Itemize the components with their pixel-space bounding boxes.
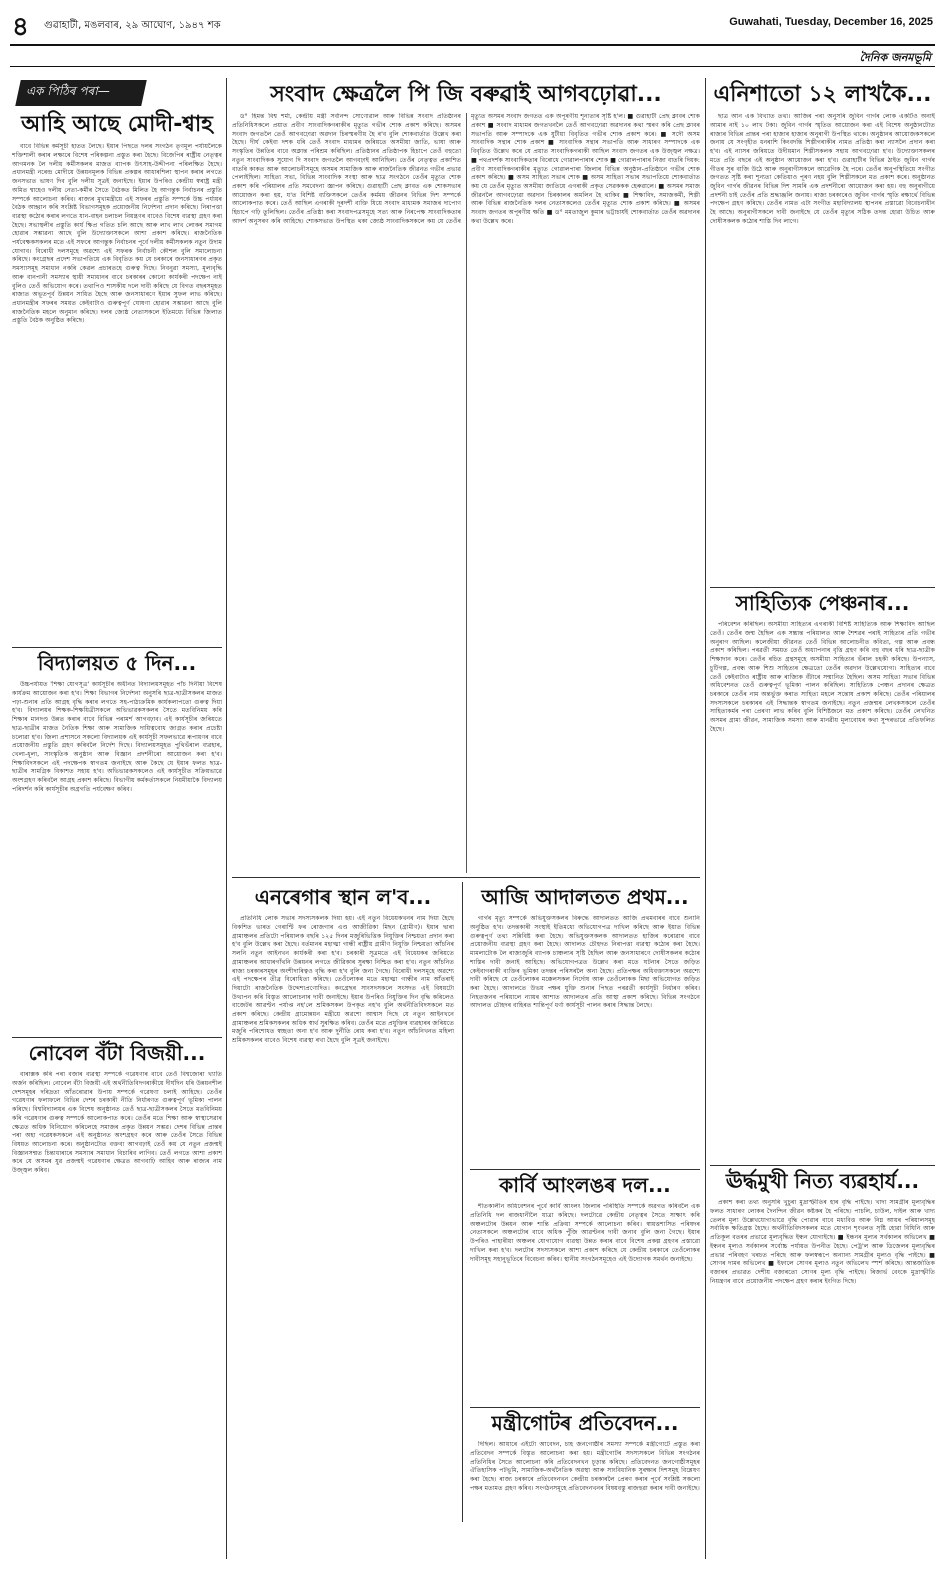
header-date-assamese: গুৱাহাটী, মঙলবাৰ, ২৯ আঘোণ, ১৯৪৭ শক [44, 20, 221, 31]
header-date-english: Guwahati, Tuesday, December 16, 2025 [729, 16, 933, 28]
story-karbi [470, 1174, 700, 1403]
story-body: পৰিবেশন কৰিছিল। অসমীয়া সাহিত্যৰ এগৰাকী বিশিষ্ট সাহিত্যিক আৰু শিক্ষাবিদ আছিল তেওঁ। তেওঁৰ জন্ম হৈছিল এক সম্ভ্ৰান্ত পৰিয়ালত আৰু শৈশৱৰ পৰাই সাহিত্যৰ প্ৰতি গভীৰ অনুৰাগ আছিল। কলেজীয়া জীৱনত তেওঁ বিভিন্ন আলোচনীত কবিতা, গল্প আৰু প্ৰবন্ধ প্ৰকাশ কৰিছিল। পৰৱৰ্তী সময়ত তেওঁ অধ্যাপনাৰ বৃত্তি গ্ৰহণ কৰি বহু বছৰ ধৰি ছাত্ৰ-ছাত্ৰীক শিক্ষাদান কৰে। তেওঁৰ ৰচিত গ্ৰন্থসমূহে অসমীয়া সাহিত্যৰ ভঁৰাল চহকী কৰিছে। উপন্যাস, চুটিগল্প, প্ৰবন্ধ আৰু শিশু সাহিত্যৰ ক্ষেত্ৰতো তেওঁৰ অৱদান উল্লেখযোগ্য। সাহিত্যৰ বাবে তেওঁ কেইবাটাও ৰাষ্ট্ৰীয় আৰু ৰাজ্যিক বঁটাৰে সন্মানিত হৈছিল। অসম সাহিত্য সভাৰ বিভিন্ন অধিবেশনত তেওঁ গুৰুত্বপূৰ্ণ ভূমিকা পালন কৰিছিল। সাহিত্যিক পেঞ্চন প্ৰদানৰ ক্ষেত্ৰত চৰকাৰে তেওঁৰ নাম অন্তৰ্ভুক্ত কৰাত সাহিত্য মহলে সন্তোষ প্ৰকাশ কৰিছে। তেওঁৰ পৰিয়ালৰ সদস্যসকলে চৰকাৰৰ এই সিদ্ধান্তক স্বাগতম জনাইছে। নতুন প্ৰজন্মৰ লেখকসকলে তেওঁৰ সাহিত্যকৰ্মৰ পৰা প্ৰেৰণা লাভ কৰিব বুলি বিশিষ্টজনে মত প্ৰকাশ কৰিছে। তেওঁৰ লেখনিত অসমৰ গ্ৰাম্য জীৱন, সামাজিক সমস্যা আৰু মানৱীয় মূল্যবোধৰ কথা সুন্দৰভাৱে প্ৰতিফলিত হৈছে। [710, 621, 935, 733]
story-body: শীতকালীন অধিবেশনৰ পূৰ্বে কাৰ্বি আংলং জিলাৰ পৰিস্থিতি সম্পৰ্কে অৱগত কৰিবলৈ এক প্ৰতিনিধি দল ৰাজধানীলৈ যাত্ৰা কৰিছে। দলটোৱে কেন্দ্ৰীয় নেতৃত্বৰ সৈতে সাক্ষাৎ কৰি অঞ্চলটোৰ উন্নয়ন আৰু শান্তি প্ৰক্ৰিয়া সম্পৰ্কে আলোচনা কৰিব। স্বায়ত্তশাসিত পৰিষদৰ নেতাসকলে অঞ্চলটোৰ বাবে অধিক পুঁজি আৱণ্টনৰ দাবী জনাব বুলি জনা গৈছে। ইয়াৰ উপৰিও পাহাৰীয়া অঞ্চলৰ যোগাযোগ ব্যৱস্থা উন্নত কৰাৰ বাবে বিশেষ প্ৰকল্প গ্ৰহণৰ প্ৰস্তাৱো দাখিল কৰা হ'ব। দলটোৰ সদস্যসকলে আশা প্ৰকাশ কৰিছে যে কেন্দ্ৰীয় চৰকাৰে তেওঁলোকৰ দাবীসমূহ সহানুভূতিৰে বিবেচনা কৰিব। স্থানীয় সংগঠনসমূহেও এই উদ্যোগক সমৰ্থন জনাইছে। [470, 1203, 700, 1263]
story-modi-shah [12, 112, 222, 643]
story-headline: ঊৰ্দ্ধমুখী নিত্য ব্যৱহাৰ্য... [725, 1169, 920, 1194]
story-body: উচ্চপৰ্যায়ত 'শিক্ষা যোগসূত্ৰ' কাৰ্যসূচীৰ অধীনত বিদ্যালয়সমূহত পাঁচ দিনীয়া বিশেষ কাৰ্যক্ৰম আয়োজন কৰা হ'ব। শিক্ষা বিভাগৰ নিৰ্দেশনা অনুসৰি ছাত্ৰ-ছাত্ৰীসকলৰ মাজত পঢ়া-শুনাৰ প্ৰতি আগ্ৰহ বৃদ্ধি কৰাৰ লগতে সহ-পাঠ্যক্ৰমিক কাৰ্যকলাপতো গুৰুত্ব দিয়া হ'ব। বিদ্যালয়ৰ শিক্ষক-শিক্ষয়িত্ৰীসকলে অভিভাৱকসকলৰ সৈতে মতবিনিময় কৰি শিক্ষাৰ মানদণ্ড উন্নত কৰাৰ বাবে বিভিন্ন পৰামৰ্শ আগবঢ়াব। এই কাৰ্যসূচীৰ জৰিয়তে ছাত্ৰ-ছাত্ৰীৰ মাজত নৈতিক শিক্ষা আৰু সামাজিক দায়িত্ববোধ জাগ্ৰত কৰাৰ প্ৰচেষ্টা চলোৱা হ'ব। জিলা প্ৰশাসনে সকলো বিদ্যালয়ক এই কাৰ্যসূচী সফলভাৱে ৰূপায়ণৰ বাবে প্ৰয়োজনীয় প্ৰস্তুতি গ্ৰহণ কৰিবলৈ নিৰ্দেশ দিছে। বিদ্যালয়সমূহত পুথিভঁৰাল ব্যৱহাৰ, খেলা-ধূলা, সাংস্কৃতিক অনুষ্ঠান আৰু বিজ্ঞান প্ৰদৰ্শনীৰো আয়োজন কৰা হ'ব। শিক্ষাবিদসকলে এই পদক্ষেপক স্বাগতম জনাইছে আৰু কৈছে যে ইয়াৰ ফলত ছাত্ৰ-ছাত্ৰীৰ সামগ্ৰিক বিকাশত সহায় হ'ব। অভিভাৱকসকলেও এই কাৰ্যসূচীত সক্ৰিয়ভাৱে অংশগ্ৰহণ কৰিবলৈ আগ্ৰহ প্ৰকাশ কৰিছে। বিভাগীয় কৰ্মকৰ্তাসকলে নিয়মীয়াকৈ বিদ্যালয় পৰিদৰ্শন কৰি কাৰ্যসূচীৰ অগ্ৰগতি পৰ্যবেক্ষণ কৰিব। [12, 681, 222, 793]
story-nrega [232, 882, 454, 1522]
story-headline: সংবাদ ক্ষেত্ৰলৈ পি জি বৰুৱাই আগবঢ়োৱা... [270, 82, 662, 107]
story-body: প্ৰকাশ কৰা তথ্য অনুসৰি খুচুৰা মুদ্ৰাস্ফীতিৰ হাৰ বৃদ্ধি পাইছে। খাদ্য সামগ্ৰীৰ মূল্যবৃদ্ধিৰ ফলত সাধাৰণ লোকৰ দৈনন্দিন জীৱন কষ্টকৰ হৈ পৰিছে। পাচলি, চাউল, দাইল আৰু খাদ্য তেলৰ মূল্য উল্লেখযোগ্যভাৱে বৃদ্ধি পোৱাৰ বাবে মধ্যবিত্ত আৰু নিম্ন আয়ৰ পৰিয়ালসমূহ সৰ্বাধিক ক্ষতিগ্ৰস্ত হৈছে। অৰ্থনীতিবিদসকলৰ মতে যোগান শৃংখলত সৃষ্টি হোৱা বিঘিনি আৰু প্ৰতিকূল বতৰৰ প্ৰভাৱে মূল্যবৃদ্ধিত ইন্ধন যোগাইছে। ■ ইন্ধনৰ মূল্যৰ সৰ্বকালৰ অভিলেখ ■ ইন্ধনৰ মূল্যও সৰ্বকালৰ সৰ্বোচ্চ পৰ্যায়ত উপনীত হৈছে। পেট্ৰ'ল আৰু ডিজেলৰ মূল্যবৃদ্ধিৰ প্ৰভাৱ পৰিবহণ খৰচত পৰিছে আৰু ফলস্বৰূপে অন্যান্য সামগ্ৰীৰ মূল্যও বৃদ্ধি পাইছে। ■ সোণৰ দামৰ অভিলেখ ■ ইফালে সোণৰ মূল্যও নতুন অভিলেখ স্পৰ্শ কৰিছে। আন্তৰ্জাতিক বজাৰৰ প্ৰভাৱত দেশীয় বজাৰতো সোণৰ মূল্য বৃদ্ধি পাইছে। ৰিজাৰ্ভ বেংকে মুদ্ৰাস্ফীতি নিয়ন্ত্ৰণৰ বাবে প্ৰয়োজনীয় পদক্ষেপ গ্ৰহণ কৰাৰ ইংগিত দিছে। [710, 1199, 935, 1285]
column-middle [232, 78, 700, 1559]
story-court [470, 886, 700, 1165]
story-body: প্ৰতিনিধি লোক সভাৰ সদস্যসকলক দিয়া হয়। এই নতুন বিধেয়কখনৰ নাম দিয়া হৈছে বিকশিত ভাৰত গেৰাণ্টি ফৰ ৰোজগাৰ এণ্ড আজীৱিকা মিছন (গ্ৰামীণ)। ইয়াৰ দ্বাৰা গ্ৰামাঞ্চলৰ প্ৰতিটো পৰিয়ালক বছৰি ১২৫ দিনৰ মজুৰিভিত্তিক নিযুক্তিৰ নিশ্চয়তা প্ৰদান কৰা হ'ব বুলি উল্লেখ কৰা হৈছে। বৰ্তমানৰ মহাত্মা গান্ধী ৰাষ্ট্ৰীয় গ্ৰামীণ নিযুক্তি নিশ্চয়তা আঁচনিৰ সলনি নতুন আইনখন কাৰ্যকৰী কৰা হ'ব। চৰকাৰী সূত্ৰমতে এই বিধেয়কৰ জৰিয়তে গ্ৰামাঞ্চলৰ আধাৰগাঁথনি উন্নয়নৰ লগতে জীৱিকাৰ সুৰক্ষা নিশ্চিত কৰা হ'ব। নতুন আঁচনিত ৰাজ্য চৰকাৰসমূহৰ অংশীদাৰিত্বও বৃদ্ধি কৰা হ'ব বুলি জনা গৈছে। বিৰোধী দলসমূহে অৱশ্যে এই পদক্ষেপৰ তীব্ৰ বিৰোধিতা কৰিছে। তেওঁলোকৰ মতে মহাত্মা গান্ধীৰ নাম আঁতৰাই দিয়াটো ৰাজনৈতিক উদ্দেশ্যপ্ৰণোদিত। কংগ্ৰেছৰ সাংসদসকলে সংসদত এই বিষয়টো উত্থাপন কৰি বিস্তৃত আলোচনাৰ দাবী জনাইছে। ইয়াৰ উপৰিও নিযুক্তিৰ দিন বৃদ্ধি কৰিলেও বাজেটৰ আৱণ্টন পৰ্যাপ্ত নহ'লে শ্ৰমিকসকল উপকৃত নহ'ব বুলি অৰ্থনীতিবিদসকলে মত প্ৰকাশ কৰিছে। কেন্দ্ৰীয় গ্ৰামোন্নয়ন মন্ত্ৰীয়ে অৱশ্যে আশ্বাস দিছে যে নতুন আইনখনে গ্ৰামাঞ্চলৰ শ্ৰমিকসকলৰ অধিক স্বাৰ্থ সুৰক্ষিত কৰিব। তেওঁৰ মতে প্ৰযুক্তিৰ ব্যৱহাৰৰ জৰিয়তে মজুৰি পৰিশোধত স্বচ্ছতা অনা হ'ব আৰু দুৰ্নীতি ৰোধ কৰা হ'ব। নতুন আঁচনিখনত মহিলা শ্ৰমিকসকলৰ বাবেও বিশেষ ব্যৱস্থা ৰখা হৈছে বুলি সূত্ৰই জনাইছে। [232, 915, 454, 1045]
story-prices [710, 1170, 935, 1559]
column-left [12, 78, 222, 1559]
story-headline: সাহিত্যিক পেঞ্চনাৰ... [735, 591, 910, 616]
story-headline: এনৰেগাৰ স্থান ল'ব... [254, 885, 432, 910]
story-headline: নোবেল বঁটা বিজয়ী... [28, 1041, 206, 1066]
story-nobel [12, 1042, 222, 1391]
story-headline: বিদ্যালয়ত ৫ দিন... [37, 651, 197, 676]
story-minister-group [470, 1412, 700, 1522]
page-header [10, 4, 935, 46]
column-rule [226, 78, 227, 1559]
page-number: ৪ [12, 12, 29, 42]
story-pg-baruah [232, 82, 700, 873]
story-body: বাবে বিভিন্ন কৰ্মসূচী হাতত লৈছে। ইয়াৰ পিছতে দলৰ সংগঠন তৃণমূল পৰ্যায়লৈকে শক্তিশালী কৰাৰ লক্ষ্যৰে বিশেষ পৰিকল্পনা প্ৰস্তুত কৰা হৈছে। বিজেপিৰ ৰাষ্ট্ৰীয় নেতৃত্বৰ আগমনক লৈ দলীয় কৰ্মীসকলৰ মাজত ব্যাপক উৎসাহ-উদ্দীপনা পৰিলক্ষিত হৈছে। প্ৰধানমন্ত্ৰী নৰেন্দ্ৰ মোদীয়ে উন্নয়নমূলক বিভিন্ন প্ৰকল্পৰ আধাৰশিলা স্থাপন কৰাৰ লগতে জনসভাত ভাষণ দিব বুলি দলীয় সূত্ৰই জনাইছে। ইয়াৰ উপৰিও কেন্দ্ৰীয় স্বৰাষ্ট্ৰ মন্ত্ৰী অমিত শ্বাহেও দলীয় নেতা-কৰ্মীৰ সৈতে বৈঠকত মিলিত হৈ আগন্তুক নিৰ্বাচনৰ প্ৰস্তুতি সম্পৰ্কে আলোচনা কৰিব। ৰাজ্যৰ মুখ্যমন্ত্ৰীয়ে এই সফৰৰ প্ৰস্তুতি সম্পৰ্কে উচ্চ পৰ্যায়ৰ বৈঠক আহ্বান কৰি সংশ্লিষ্ট বিভাগসমূহক প্ৰয়োজনীয় নিৰ্দেশনা প্ৰদান কৰিছে। নিৰাপত্তা ব্যৱস্থা কঠোৰ কৰাৰ লগতে যান-বাহন চলাচল নিয়ন্ত্ৰণৰ বাবেও বিশেষ ব্যৱস্থা গ্ৰহণ কৰা হৈছে। সভাস্থলীৰ প্ৰস্তুতি কাৰ্য ক্ষিপ্ৰ গতিত চলি আছে আৰু লাখ লাখ লোকৰ সমাগম হোৱাৰ সম্ভাৱনা আছে বুলি উদ্যোক্তাসকলে আশা প্ৰকাশ কৰিছে। ৰাজনৈতিক পৰ্যবেক্ষকসকলৰ মতে এই সফৰে আগন্তুক নিৰ্বাচনৰ পূৰ্বে দলীয় কৰ্মীসকলক নতুন উদ্যম যোগাব। বিৰোধী দলসমূহে অৱশ্যে এই সফৰক নিৰ্বাচনী কৌশল বুলি সমালোচনা কৰিছে। কংগ্ৰেছৰ প্ৰদেশ সভাপতিয়ে এক বিবৃতিত কয় যে চৰকাৰে জনসাধাৰণৰ প্ৰকৃত সমস্যাসমূহ সমাধান নকৰি কেৱল প্ৰচাৰতহে গুৰুত্ব দিছে। নিবনুৱা সমস্যা, মূল্যবৃদ্ধি আৰু বানপানী সমস্যাৰ স্থায়ী সমাধানৰ বাবে চৰকাৰৰ কোনো কাৰ্যকৰী পদক্ষেপ নাই বুলিও তেওঁ অভিযোগ কৰে। তথাপিও শাসকীয় দলে দাবী কৰিছে যে বিগত বছৰসমূহত ৰাজ্যত অভূতপূৰ্ব উন্নয়ন সাধিত হৈছে আৰু জনসাধাৰণে ইয়াৰ সুফল লাভ কৰিছে। প্ৰধানমন্ত্ৰীৰ সফৰৰ সময়ত কেইবাটাও গুৰুত্বপূৰ্ণ ঘোষণা হোৱাৰ সম্ভাৱনা আছে বুলি ৰাজনৈতিক মহলে অনুমান কৰিছে। দলৰ জ্যেষ্ঠ নেতাসকলে ইতিমধ্যে বিভিন্ন জিলাত প্ৰস্তুতি বৈঠক অনুষ্ঠিত কৰিছে। [12, 143, 222, 325]
story-headline: আহি আছে মোদী-শ্বাহ [21, 112, 213, 137]
story-headline: আজি আদালতত প্ৰথম... [481, 885, 689, 910]
masthead-bar [10, 48, 935, 67]
story-body: বাৰাক্সক কৰি পৰা বজাৰ ব্যৱস্থা সম্পৰ্কে গৱেষণাৰ বাবে তেওঁ বিশ্বজোৰা খ্যাতি অৰ্জন কৰিছিল। নোবেল বঁটা বিজয়ী এই অৰ্থনীতিবিদগৰাকীয়ে দীৰ্ঘদিন ধৰি উন্নয়নশীল দেশসমূহৰ দৰিদ্ৰতা আঁতৰোৱাৰ উপায় সম্পৰ্কে গৱেষণা চলাই আহিছে। তেওঁৰ গৱেষণাৰ ফলাফলে বিভিন্ন দেশৰ চৰকাৰী নীতি নিৰ্ধাৰণত গুৰুত্বপূৰ্ণ ভূমিকা পালন কৰিছে। বিশ্ববিদ্যালয়ৰ এক বিশেষ অনুষ্ঠানত তেওঁ ছাত্ৰ-ছাত্ৰীসকলৰ সৈতে মতবিনিময় কৰি গৱেষণাৰ গুৰুত্ব সম্পৰ্কে আলোকপাত কৰে। তেওঁৰ মতে শিক্ষা আৰু স্বাস্থ্যসেৱাৰ ক্ষেত্ৰত অধিক বিনিয়োগ কৰিলেহে সমাজৰ প্ৰকৃত উন্নয়ন সম্ভৱ। দেশৰ বিভিন্ন প্ৰান্তৰ পৰা অহা গৱেষকসকলে এই অনুষ্ঠানত অংশগ্ৰহণ কৰে আৰু তেওঁৰ সৈতে বিভিন্ন বিষয়ত আলোচনা কৰে। অনুষ্ঠানটোত বক্তব্য আগবঢ়াই তেওঁ কয় যে নতুন প্ৰজন্মই বিজ্ঞানসন্মত চিন্তাধাৰাৰে সমস্যাৰ সমাধান বিচাৰিব লাগিব। তেওঁ লগতে আশা প্ৰকাশ কৰে যে অসমৰ যুৱ প্ৰজন্মই গৱেষণাৰ ক্ষেত্ৰত আগবাঢ়ি আহিব আৰু ৰাজ্যৰ নাম উজ্জ্বল কৰিব। [12, 1071, 222, 1175]
continued-kicker: এক পিঠিৰ পৰা— [15, 80, 147, 106]
story-headline: কাৰ্বি আংলঙৰ দল... [499, 1173, 671, 1198]
story-body: ড° হিমন্ত বিশ্ব শৰ্মা, কেন্দ্ৰীয় মন্ত্ৰী সৰ্বানন্দ সোণোৱাল আৰু বিভিন্ন সংবাদ প্ৰতিষ্ঠানৰ প্ৰতিনিধিসকলে প্ৰয়াত প্ৰবীণ সাংবাদিকগৰাকীৰ মৃত্যুত গভীৰ শোক প্ৰকাশ কৰিছে। অসমৰ সংবাদ জগতলৈ তেওঁ আগবঢ়োৱা অৱদান চিৰস্মৰণীয় হৈ ৰ'ব বুলি শোকবাৰ্তাত উল্লেখ কৰা হৈছে। দীৰ্ঘ কেইবা দশক ধৰি তেওঁ সংবাদ মাধ্যমৰ জৰিয়তে অসমীয়া জাতি, ভাষা আৰু সংস্কৃতিৰ উন্নতিৰ বাবে অক্লান্ত পৰিশ্ৰম কৰিছিল। প্ৰতিষ্ঠানৰ প্ৰতিষ্ঠাপক হিচাপে তেওঁ বহুতো নতুন সাংবাদিকক সুযোগ দি সংবাদ জগতলৈ আগবঢ়াই আনিছিল। তেওঁৰ নেতৃত্বত প্ৰকাশিত বাতৰি কাকত আৰু আলোচনীসমূহে অসমৰ সামাজিক আৰু ৰাজনৈতিক জীৱনত গভীৰ প্ৰভাৱ পেলাইছিল। সাহিত্য সভা, বিভিন্ন সাংবাদিক সংস্থা আৰু ছাত্ৰ সংগঠনে তেওঁৰ মৃত্যুত শোক প্ৰকাশ কৰি পৰিয়ালৰ প্ৰতি সমবেদনা জ্ঞাপন কৰিছে। গুৱাহাটী প্ৰেছ ক্লাবত এক শোকসভাৰ আয়োজন কৰা হয়, য'ত বিশিষ্ট ব্যক্তিসকলে তেওঁৰ কৰ্মময় জীৱনৰ বিভিন্ন দিশ সম্পৰ্কে আলোকপাত কৰে। তেওঁ আছিল এগৰাকী দূৰদৰ্শী ব্যক্তি যিয়ে সংবাদ মাধ্যমক সমাজৰ দাপোণ হিচাপে গঢ়ি তুলিছিল। তেওঁৰ প্ৰতিষ্ঠা কৰা সংবাদপত্ৰসমূহে সত্য আৰু নিৰপেক্ষ সাংবাদিকতাৰ আদৰ্শ অনুসৰণ কৰি আহিছে। শোকসভাত উপস্থিত থকা জ্যেষ্ঠ সাংবাদিকসকলে কয় যে তেওঁৰ মৃত্যুত অসমৰ সংবাদ জগতত এক অপূৰণীয় শূন্যতাৰ সৃষ্টি হ'ল। ■ গুৱাহাটী প্ৰেছ ক্লাবৰ শোক প্ৰকাশ ■ সংবাদ মাধ্যমৰ জগতখনলৈ তেওঁ আগবঢ়োৱা অৱদানৰ কথা স্মৰণ কৰি প্ৰেছ ক্লাবৰ সভাপতি আৰু সম্পাদকে এক যুটীয়া বিবৃতিত গভীৰ শোক প্ৰকাশ কৰে। ■ সদৌ অসম সাংবাদিক সন্থাৰ শোক প্ৰকাশ ■ সাংবাদিক সন্থাৰ সভাপতি আৰু সাধাৰণ সম্পাদকে এক বিবৃতিত উল্লেখ কৰে যে প্ৰয়াত সাংবাদিকগৰাকী আছিল সংবাদ জগতৰ এক উজ্জ্বল নক্ষত্ৰ। ■ পথপ্ৰদৰ্শক সাংবাদিকতাৰ বিৰোধে গোৱালপাৰাৰ শোক ■ গোৱালপাৰাৰ নিজা বাতৰি দিয়ক: প্ৰবীণ সাংবাদিকগৰাকীৰ মৃত্যুত গোৱালপাৰা জিলাৰ বিভিন্ন অনুষ্ঠান-প্ৰতিষ্ঠানে গভীৰ শোক প্ৰকাশ কৰিছে। ■ অসম সাহিত্য সভাৰ শোক ■ অসম সাহিত্য সভাৰ সভাপতিয়ে শোকবাৰ্তাত কয় যে তেওঁৰ মৃত্যুত অসমীয়া জাতিয়ে এগৰাকী প্ৰকৃত সেৱককক হেৰুৱালে। ■ অসমৰ সমাজ জীৱনলৈ আগবঢ়োৱা অৱদান চিৰকালৰ অমলিন হৈ থাকিব ■ শিক্ষাবিদ, সমাজকৰ্মী, শিল্পী আৰু বিভিন্ন ৰাজনৈতিক দলৰ নেতাসকলেও তেওঁৰ মৃত্যুত শোক প্ৰকাশ কৰিছে। ■ অসমৰ সংবাদ জগতৰ অপূৰণীয় ক্ষতি ■ ড° মমতাজুল কুমাৰ ভট্টাচাৰ্যই শোকবাৰ্তাত তেওঁৰ অৱদানৰ কথা উল্লেখ কৰে। [232, 113, 700, 225]
newspaper-name: দৈনিক জনমভূমি [859, 51, 931, 64]
story-headline: এনিশাতো ১২ লাখকৈ... [713, 82, 932, 107]
column-rule [705, 78, 706, 1559]
story-body: দিছিল। আয়াৰে এইটো আবেদন, চাহ জনগোষ্ঠীৰ সমস্যা সম্পৰ্কে মন্ত্ৰীগোটে প্ৰস্তুত কৰা প্ৰতিবেদন সম্পৰ্কে বিস্তৃত আলোচনা কৰা হয়। মন্ত্ৰীগোটৰ সদস্যসকলে বিভিন্ন সংগঠনৰ প্ৰতিনিধিৰ সৈতে আলোচনা কৰি প্ৰতিবেদনখন চূড়ান্ত কৰিছে। প্ৰতিবেদনত জনগোষ্ঠীসমূহৰ ঐতিহাসিক পটভূমি, সামাজিক-অৰ্থনৈতিক অৱস্থা আৰু সাংবিধানিক সুৰক্ষাৰ দিশসমূহ বিশ্লেষণ কৰা হৈছে। ৰাজ্য চৰকাৰে প্ৰতিবেদনখন কেন্দ্ৰীয় চৰকাৰলৈ প্ৰেৰণ কৰাৰ পূৰ্বে সংশ্লিষ্ট সকলো পক্ষৰ মতামত গ্ৰহণ কৰিব। সংগঠনসমূহে প্ৰতিবেদনখনৰ বিষয়বস্তু ৰাজহুৱা কৰাৰ দাবী জনাইছে। [470, 1441, 700, 1492]
story-enishat [710, 82, 935, 583]
story-body: ছাত্ৰ আন এক বিখ্যাত তথ্য। আজিৰ পৰা অনুসৰি জুবিন গাৰ্গৰ লোক একটিও অনাই আমাৰ নাই ১০ লাখ টকা। জুবিন গাৰ্গৰ স্মৃতিত আয়োজন কৰা এই বিশেষ অনুষ্ঠানটোত ৰাজ্যৰ বিভিন্ন প্ৰান্তৰ পৰা হাজাৰ হাজাৰ অনুৰাগী উপস্থিত থাকে। অনুষ্ঠানৰ আয়োজকসকলে জনায় যে সংগৃহীত ধনৰাশি কিংবদন্তি শিল্পীগৰাকীৰ নামত প্ৰতিষ্ঠা কৰা ন্যাসলৈ প্ৰদান কৰা হ'ব। এই ন্যাসৰ জৰিয়তে উদীয়মান শিল্পীসকলক সহায় আগবঢ়োৱা হ'ব। উদ্যোক্তাসকলৰ মতে প্ৰতি বছৰে এই অনুষ্ঠান আয়োজন কৰা হ'ব। গুৱাহাটীৰ বিভিন্ন ঠাইত জুবিন গাৰ্গৰ গীতৰ সুৰ বাজি উঠে আৰু অনুৰাগীসকলে আৱেগিক হৈ পৰে। তেওঁৰ অনুপস্থিতিয়ে সংগীত জগতত সৃষ্টি কৰা শূন্যতা কেতিয়াও পূৰণ নহয় বুলি শিল্পীসকলে মত প্ৰকাশ কৰে। অনুষ্ঠানত জুবিন গাৰ্গৰ জীৱনৰ বিভিন্ন দিশ সামৰি এক প্ৰদৰ্শনীৰো আয়োজন কৰা হয়। বহু অনুৰাগীয়ে প্ৰদৰ্শনী চাই তেওঁৰ প্ৰতি শ্ৰদ্ধাঞ্জলি জনায়। ৰাজ্য চৰকাৰেও জুবিন গাৰ্গৰ স্মৃতি ৰক্ষাৰ্থে বিভিন্ন পদক্ষেপ গ্ৰহণ কৰিছে। তেওঁৰ নামত এটা সংগীত মহাবিদ্যালয় স্থাপনৰ প্ৰস্তাৱো বিবেচনাধীন হৈ আছে। অনুৰাগীসকলে দাবী জনাইছে যে তেওঁৰ মৃত্যুৰ সঠিক তদন্ত হোৱা উচিত আৰু দোষীসকলক কঠোৰ শাস্তি দিব লাগে। [710, 113, 935, 225]
story-headline: মন্ত্ৰীগোটৰ প্ৰতিবেদন... [491, 1411, 679, 1436]
story-school [12, 652, 222, 1033]
column-right [710, 78, 935, 1559]
story-pension [710, 592, 935, 1161]
story-body: গাৰ্গৰ মৃত্যু সম্পৰ্কে অভিযুক্তসকলৰ বিৰুদ্ধে আদালতত আজি প্ৰথমবাৰৰ বাবে শুনানি অনুষ্ঠিত হ'ব। তদন্তকাৰী সংস্থাই ইতিমধ্যে অভিযোগপত্ৰ দাখিল কৰিছে আৰু ইয়াত বিভিন্ন গুৰুত্বপূৰ্ণ তথ্য সন্নিবিষ্ট কৰা হৈছে। অভিযুক্তসকলক আদালতত হাজিৰ কৰোৱাৰ বাবে প্ৰয়োজনীয় ব্যৱস্থা গ্ৰহণ কৰা হৈছে। আদালত চৌহদত নিৰাপত্তা ব্যৱস্থা কঠোৰ কৰা হৈছে। মামলাটোক লৈ ৰাজ্যজুৰি ব্যাপক চাঞ্চল্যৰ সৃষ্টি হৈছিল আৰু জনসাধাৰণে দোষীসকলৰ কঠোৰ শাস্তিৰ দাবী জনাই আহিছে। অভিযোগপত্ৰত উল্লেখ কৰা মতে ঘটনাৰ সৈতে জড়িত কেইবাগৰাকী ব্যক্তিৰ ভূমিকা তদন্তৰ পৰিসৰলৈ অনা হৈছে। প্ৰতিপক্ষৰ অধিবক্তাসকলে অৱশ্যে দাবী কৰিছে যে তেওঁলোকৰ মক্কেলসকল নিৰ্দোষ আৰু তেওঁলোকক মিছা অভিযোগত জড়িত কৰা হৈছে। আদালতে উভয় পক্ষৰ যুক্তি শুনাৰ পিছত পৰৱৰ্তী কাৰ্যসূচী নিৰ্ধাৰণ কৰিব। নিহতজনৰ পৰিয়ালে ন্যায়ৰ আশাত আদালতৰ প্ৰতি আস্থা প্ৰকাশ কৰিছে। বিভিন্ন সংগঠনে আদালত চৌহদৰ বাহিৰত শান্তিপূৰ্ণ ধৰ্ণা কাৰ্যসূচী পালন কৰাৰ সিদ্ধান্ত লৈছে। [470, 915, 700, 1010]
